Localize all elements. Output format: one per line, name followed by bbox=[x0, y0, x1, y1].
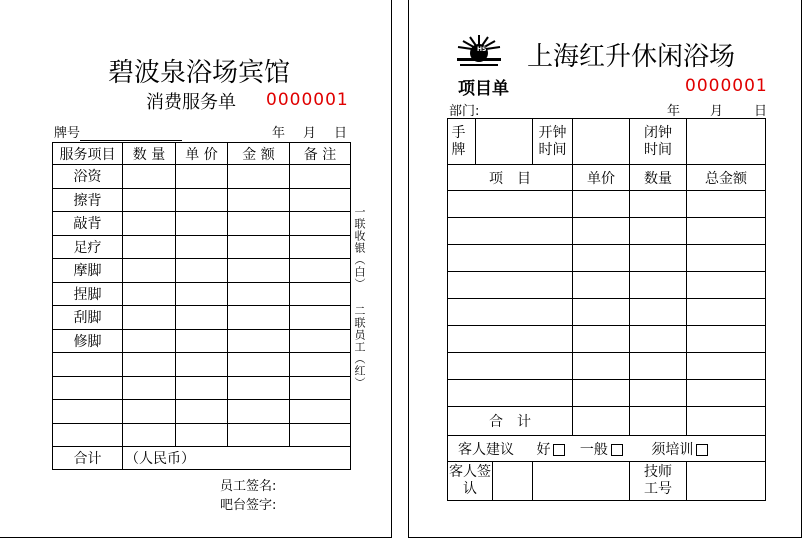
sunrise-logo-icon bbox=[455, 34, 503, 72]
table-cell bbox=[228, 259, 290, 283]
table-cell bbox=[290, 235, 351, 259]
left-receipt bbox=[0, 0, 392, 538]
tech-no-value bbox=[687, 462, 766, 501]
start-value bbox=[573, 119, 630, 165]
right-receipt bbox=[408, 0, 802, 538]
table-cell bbox=[123, 400, 176, 424]
table-cell bbox=[123, 235, 176, 259]
table-cell bbox=[687, 299, 766, 326]
left-col-header: 备 注 bbox=[290, 143, 351, 165]
plate-underline bbox=[80, 126, 182, 141]
opt-normal[interactable]: 一般 bbox=[580, 442, 623, 458]
service-item: 敲背 bbox=[53, 212, 123, 236]
plate-label: 牌号 bbox=[54, 126, 81, 141]
table-cell bbox=[290, 423, 351, 447]
table-cell bbox=[290, 212, 351, 236]
table-row bbox=[53, 165, 351, 189]
table-cell bbox=[228, 423, 290, 447]
right-month: 月 bbox=[710, 104, 724, 119]
checkbox-icon bbox=[553, 444, 565, 456]
left-year: 年 bbox=[272, 126, 286, 141]
table-cell bbox=[573, 218, 630, 245]
right-col-header: 单价 bbox=[573, 165, 630, 191]
table-cell bbox=[687, 191, 766, 218]
table-cell bbox=[448, 326, 573, 353]
right-header-row bbox=[448, 165, 766, 191]
left-header-row bbox=[53, 143, 351, 165]
table-cell bbox=[630, 218, 687, 245]
table-row bbox=[53, 400, 351, 424]
left-title: 碧波泉浴场宾馆 bbox=[108, 58, 291, 88]
table-cell bbox=[228, 400, 290, 424]
table-cell bbox=[687, 245, 766, 272]
table-cell bbox=[448, 380, 573, 407]
table-cell bbox=[290, 165, 351, 189]
guest-sign-value bbox=[533, 462, 630, 501]
right-day: 日 bbox=[754, 104, 768, 119]
right-col-header: 数量 bbox=[630, 165, 687, 191]
end-value bbox=[687, 119, 766, 165]
table-row bbox=[448, 245, 766, 272]
table-cell bbox=[176, 212, 228, 236]
table-row bbox=[53, 423, 351, 447]
table-cell bbox=[123, 306, 176, 330]
table-cell bbox=[630, 326, 687, 353]
table-row bbox=[53, 306, 351, 330]
right-total-label: 合 计 bbox=[448, 407, 573, 436]
left-col-header: 服务项目 bbox=[53, 143, 123, 165]
table-cell bbox=[448, 218, 573, 245]
table-cell bbox=[176, 188, 228, 212]
service-item: 刮脚 bbox=[53, 306, 123, 330]
table-cell bbox=[290, 376, 351, 400]
table-row bbox=[448, 272, 766, 299]
table-cell bbox=[687, 353, 766, 380]
feedback-label: 客人建议 bbox=[458, 441, 514, 458]
table-cell bbox=[123, 353, 176, 377]
table-cell bbox=[290, 282, 351, 306]
right-col-header: 总金额 bbox=[687, 165, 766, 191]
right-total-qty bbox=[630, 407, 687, 436]
service-item bbox=[53, 400, 123, 424]
right-col-header: 项 目 bbox=[448, 165, 573, 191]
bar-sign: 吧台签字: bbox=[220, 498, 277, 513]
table-row bbox=[448, 353, 766, 380]
table-cell bbox=[448, 245, 573, 272]
table-cell bbox=[176, 400, 228, 424]
table-cell bbox=[290, 329, 351, 353]
left-total-currency: （人民币） bbox=[123, 447, 351, 470]
table-cell bbox=[228, 282, 290, 306]
table-cell bbox=[290, 353, 351, 377]
left-table-body bbox=[53, 165, 351, 447]
table-cell bbox=[630, 299, 687, 326]
table-cell bbox=[123, 188, 176, 212]
table-cell bbox=[290, 306, 351, 330]
opt-training[interactable]: 须培训 bbox=[651, 442, 708, 458]
table-row bbox=[448, 380, 766, 407]
table-cell bbox=[123, 423, 176, 447]
table-cell bbox=[228, 376, 290, 400]
table-cell bbox=[687, 218, 766, 245]
table-cell bbox=[448, 191, 573, 218]
left-total-row bbox=[53, 447, 351, 470]
table-cell bbox=[448, 299, 573, 326]
table-cell bbox=[290, 259, 351, 283]
table-row bbox=[53, 329, 351, 353]
table-cell bbox=[573, 380, 630, 407]
table-cell bbox=[123, 259, 176, 283]
left-subtitle: 消费服务单 bbox=[146, 92, 236, 113]
right-year: 年 bbox=[667, 104, 681, 119]
table-cell bbox=[290, 188, 351, 212]
table-cell bbox=[573, 299, 630, 326]
right-item-table bbox=[447, 118, 766, 501]
table-cell bbox=[630, 245, 687, 272]
table-cell bbox=[228, 329, 290, 353]
table-cell bbox=[123, 212, 176, 236]
sign-row bbox=[448, 462, 766, 501]
start-label: 开钟时间 bbox=[533, 119, 573, 165]
left-service-table bbox=[52, 142, 351, 470]
table-cell bbox=[176, 165, 228, 189]
table-cell bbox=[448, 272, 573, 299]
table-cell bbox=[123, 329, 176, 353]
left-serial: 0000001 bbox=[266, 90, 349, 110]
table-cell bbox=[176, 259, 228, 283]
table-cell bbox=[290, 400, 351, 424]
table-cell bbox=[573, 353, 630, 380]
table-row bbox=[53, 212, 351, 236]
table-cell bbox=[687, 326, 766, 353]
checkbox-icon bbox=[696, 444, 708, 456]
service-item bbox=[53, 353, 123, 377]
service-item: 修脚 bbox=[53, 329, 123, 353]
table-cell bbox=[573, 326, 630, 353]
feedback-row bbox=[448, 436, 766, 462]
table-cell bbox=[573, 191, 630, 218]
copy-note-2: 二联员工（红） bbox=[353, 305, 366, 389]
opt-good[interactable]: 好 bbox=[536, 442, 565, 458]
table-row bbox=[448, 326, 766, 353]
table-cell bbox=[176, 423, 228, 447]
plate-field bbox=[54, 122, 182, 141]
right-title: 上海红升休闲浴场 bbox=[527, 42, 736, 72]
left-day: 日 bbox=[334, 126, 348, 141]
table-row bbox=[53, 353, 351, 377]
table-row bbox=[53, 188, 351, 212]
table-cell bbox=[123, 282, 176, 306]
feedback-cell bbox=[448, 436, 766, 462]
right-serial: 0000001 bbox=[685, 76, 768, 96]
table-cell bbox=[228, 306, 290, 330]
table-row bbox=[448, 218, 766, 245]
right-total-amount bbox=[687, 407, 766, 436]
service-item: 足疗 bbox=[53, 235, 123, 259]
table-row bbox=[448, 299, 766, 326]
table-cell bbox=[687, 272, 766, 299]
service-item: 擦背 bbox=[53, 188, 123, 212]
table-cell bbox=[176, 282, 228, 306]
left-col-header: 金 额 bbox=[228, 143, 290, 165]
logo-text: HS bbox=[477, 46, 487, 53]
table-cell bbox=[630, 272, 687, 299]
right-form-name: 项目单 bbox=[458, 79, 509, 99]
copy-note-1: 一联收银（白） bbox=[353, 206, 366, 290]
table-cell bbox=[228, 188, 290, 212]
hand-value bbox=[476, 119, 533, 165]
table-cell bbox=[573, 272, 630, 299]
service-item: 摩脚 bbox=[53, 259, 123, 283]
table-cell bbox=[228, 235, 290, 259]
service-item bbox=[53, 423, 123, 447]
table-row bbox=[53, 259, 351, 283]
tech-no-label: 技师工号 bbox=[630, 462, 687, 501]
right-total-row bbox=[448, 407, 766, 436]
table-row bbox=[53, 282, 351, 306]
table-cell bbox=[573, 245, 630, 272]
service-item: 浴资 bbox=[53, 165, 123, 189]
table-cell bbox=[176, 353, 228, 377]
guest-sign-label: 客人签认 bbox=[448, 462, 493, 500]
left-total-label: 合计 bbox=[53, 447, 123, 470]
checkbox-icon bbox=[611, 444, 623, 456]
table-row bbox=[53, 376, 351, 400]
table-cell bbox=[630, 353, 687, 380]
staff-sign: 员工签名: bbox=[220, 479, 277, 494]
service-item bbox=[53, 376, 123, 400]
table-cell bbox=[123, 376, 176, 400]
table-row bbox=[448, 191, 766, 218]
dept-label: 部门: bbox=[449, 104, 480, 119]
table-cell bbox=[630, 380, 687, 407]
hand-time-row bbox=[448, 119, 766, 165]
table-cell bbox=[176, 376, 228, 400]
table-cell bbox=[123, 165, 176, 189]
table-cell bbox=[630, 191, 687, 218]
end-label: 闭钟时间 bbox=[630, 119, 687, 165]
table-cell bbox=[176, 306, 228, 330]
table-cell bbox=[228, 212, 290, 236]
table-row bbox=[53, 235, 351, 259]
table-cell bbox=[228, 165, 290, 189]
service-item: 捏脚 bbox=[53, 282, 123, 306]
hand-label: 手牌 bbox=[448, 119, 476, 165]
table-cell bbox=[176, 329, 228, 353]
left-month: 月 bbox=[303, 126, 317, 141]
table-cell bbox=[687, 380, 766, 407]
right-total-price bbox=[573, 407, 630, 436]
left-col-header: 单 价 bbox=[176, 143, 228, 165]
right-table-body bbox=[448, 191, 766, 407]
table-cell bbox=[448, 353, 573, 380]
left-col-header: 数 量 bbox=[123, 143, 176, 165]
guest-sign-cell bbox=[448, 462, 533, 501]
table-cell bbox=[228, 353, 290, 377]
table-cell bbox=[176, 235, 228, 259]
